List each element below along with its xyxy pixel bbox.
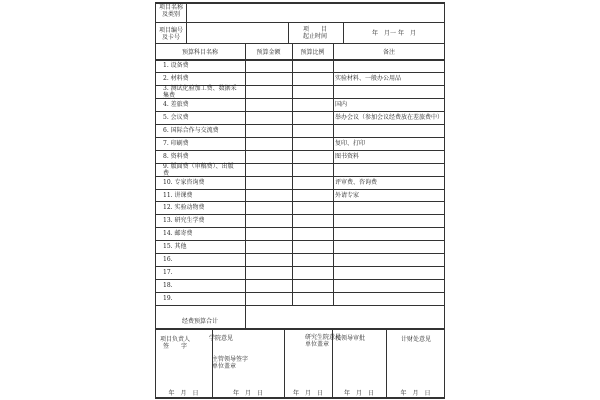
- budget-row-name: 6. 国际合作与交流费: [163, 126, 219, 134]
- grid-line: [343, 22, 344, 43]
- budget-row-ratio[interactable]: [293, 73, 332, 84]
- budget-row-amount[interactable]: [246, 293, 291, 304]
- budget-row-note: 举办会议（参加会议经费放在差旅费中）: [335, 113, 444, 121]
- budget-row-ratio[interactable]: [293, 138, 332, 149]
- budget-row-amount[interactable]: [246, 177, 291, 188]
- budget-row-amount[interactable]: [246, 112, 291, 123]
- budget-row-name: 19.: [163, 295, 173, 303]
- budget-row-amount[interactable]: [246, 241, 291, 252]
- school-leader-label: 校领导审批: [335, 335, 366, 342]
- leader-sign-label: 项目负责人 签 字: [159, 336, 190, 350]
- budget-row-note: 国内: [335, 100, 348, 108]
- column-header-note: 备注: [382, 49, 395, 56]
- budget-row-note: 实验材料、一般办公用品: [335, 74, 402, 82]
- period-label: 项 目 起止时间: [302, 26, 327, 40]
- budget-row-name: 3. 测试化验加工费、数据采 集费: [163, 85, 237, 100]
- budget-row-name: 17.: [163, 269, 173, 277]
- grid-line: [333, 43, 334, 305]
- budget-row-name: 16.: [163, 256, 173, 264]
- budget-row-name: 5. 会议费: [163, 113, 189, 121]
- budget-row-ratio[interactable]: [293, 99, 332, 110]
- budget-row-note: 外请专家: [335, 191, 360, 199]
- budget-row-name: 7. 印刷费: [163, 139, 189, 147]
- grid-line: [186, 2, 187, 43]
- column-header-amount: 预算金额: [256, 49, 281, 56]
- date-finance[interactable]: 年 月 日: [400, 390, 431, 397]
- budget-row-name: 12. 实验动物费: [163, 204, 205, 212]
- budget-row-amount[interactable]: [246, 138, 291, 149]
- budget-row-amount[interactable]: [246, 151, 291, 162]
- budget-row-amount[interactable]: [246, 228, 291, 239]
- budget-row-ratio[interactable]: [293, 293, 332, 304]
- budget-row-name: 1. 设备费: [163, 62, 189, 69]
- grid-line: [155, 43, 444, 44]
- budget-row-name: 2. 材料费: [163, 74, 189, 82]
- date-college[interactable]: 年 月 日: [232, 390, 263, 397]
- budget-row-amount[interactable]: [246, 202, 291, 213]
- budget-row-ratio[interactable]: [293, 151, 332, 162]
- budget-row-name: 10. 专家咨询费: [163, 178, 205, 186]
- budget-row-ratio[interactable]: [293, 228, 332, 239]
- budget-row-amount[interactable]: [246, 99, 291, 110]
- budget-row-name: 18.: [163, 282, 173, 290]
- budget-row-note: 图书资料: [335, 152, 360, 160]
- budget-form: [155, 2, 445, 398]
- budget-row-amount[interactable]: [246, 164, 291, 175]
- budget-row-note: 评审费、咨询费: [335, 178, 378, 186]
- budget-row-ratio[interactable]: [293, 86, 332, 97]
- grid-line: [155, 328, 444, 330]
- date-grad-school[interactable]: 年 月 日: [292, 390, 323, 397]
- period-value[interactable]: 年 月一 年 月: [372, 30, 416, 37]
- grid-line: [155, 2, 445, 4]
- project-name-label: 项目名称 及类别: [158, 4, 183, 18]
- budget-row-ratio[interactable]: [293, 215, 332, 226]
- project-no-label: 项目编号 及卡号: [158, 27, 183, 41]
- budget-row-name: 14. 邮寄费: [163, 230, 193, 238]
- budget-row-note: 复印、打印: [335, 139, 366, 147]
- budget-row-name: 4. 差旅费: [163, 100, 189, 108]
- budget-row-name: 13. 研究生学费: [163, 217, 205, 225]
- budget-row-ratio[interactable]: [293, 177, 332, 188]
- grid-line: [386, 328, 387, 397]
- grid-line: [155, 305, 444, 306]
- column-header-ratio: 预算比例: [300, 49, 325, 56]
- grid-line: [444, 2, 445, 397]
- budget-row-amount[interactable]: [246, 190, 291, 201]
- grid-line: [284, 328, 285, 397]
- budget-row-ratio[interactable]: [293, 241, 332, 252]
- budget-row-ratio[interactable]: [293, 267, 332, 278]
- budget-row-name: 15. 其他: [163, 243, 187, 251]
- budget-row-name: 9. 版面费（审稿费）、出版 费: [163, 163, 234, 178]
- total-label: 经费预算合计: [181, 318, 218, 325]
- budget-row-amount[interactable]: [246, 60, 291, 71]
- budget-row-amount[interactable]: [246, 86, 291, 97]
- budget-row-ratio[interactable]: [293, 280, 332, 291]
- budget-row-amount[interactable]: [246, 215, 291, 226]
- grid-line: [288, 22, 289, 43]
- grid-line: [155, 397, 445, 399]
- budget-row-name: 8. 资料费: [163, 152, 189, 160]
- budget-row-amount[interactable]: [246, 125, 291, 136]
- college-sub-label: 主管领导签字 单位盖章: [212, 356, 249, 370]
- budget-row-name: 11. 讲课费: [163, 191, 193, 199]
- college-opinion-label: 学院意见: [209, 335, 234, 342]
- budget-row-ratio[interactable]: [293, 125, 332, 136]
- budget-row-amount[interactable]: [246, 73, 291, 84]
- finance-label: 计财处意见: [401, 336, 432, 343]
- budget-row-amount[interactable]: [246, 280, 291, 291]
- grid-line: [155, 22, 444, 23]
- grid-line: [245, 305, 246, 328]
- budget-row-ratio[interactable]: [293, 254, 332, 265]
- budget-row-ratio[interactable]: [293, 190, 332, 201]
- project-no-field[interactable]: [188, 27, 288, 41]
- budget-row-amount[interactable]: [246, 267, 291, 278]
- budget-row-amount[interactable]: [246, 254, 291, 265]
- budget-row-ratio[interactable]: [293, 164, 332, 175]
- column-header-name: 预算科目名称: [181, 49, 218, 56]
- date-leader[interactable]: 年 月 日: [168, 390, 199, 397]
- budget-row-ratio[interactable]: [293, 60, 332, 71]
- grad-school-label: 研究生院意见 单位盖章: [305, 334, 342, 348]
- budget-row-ratio[interactable]: [293, 112, 332, 123]
- project-name-field[interactable]: [188, 6, 443, 20]
- budget-row-ratio[interactable]: [293, 202, 332, 213]
- date-school-leader[interactable]: 年 月 日: [343, 390, 374, 397]
